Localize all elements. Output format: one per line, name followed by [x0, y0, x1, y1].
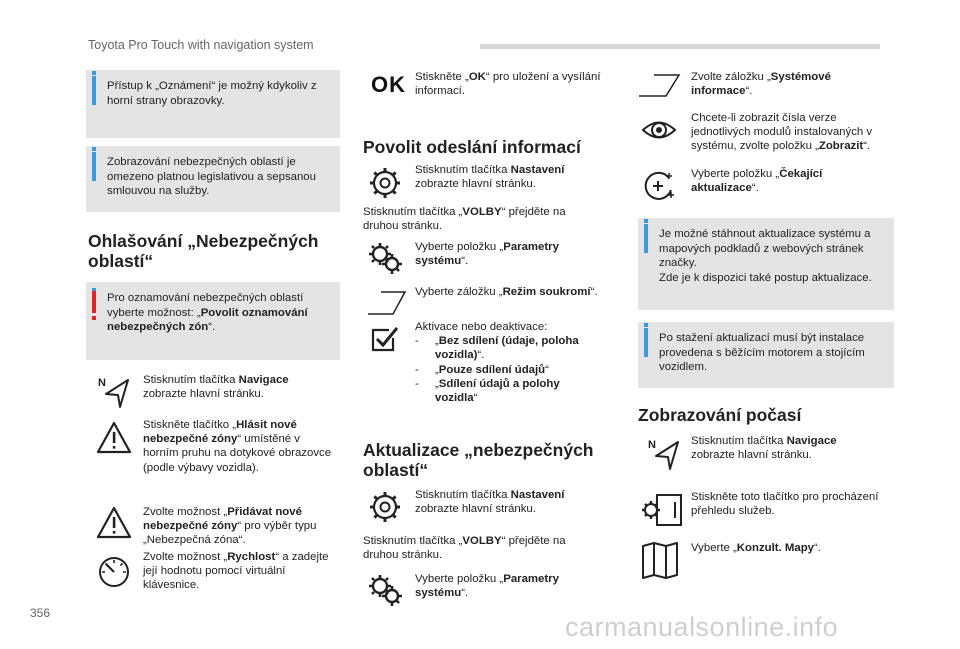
note-text: Zobrazování nebezpečných oblastí je omezeno platnou legislativou a sepsanou smlouvou na služby.	[107, 156, 316, 197]
system-parameters-icon	[367, 572, 403, 608]
step-privacy-mode	[415, 285, 615, 299]
speedometer-icon	[96, 553, 132, 589]
section-heading-danger-zones: Ohlašování „Nebezpečných oblastí“	[88, 231, 319, 271]
step-settings	[415, 163, 605, 191]
note-text: Je možné stáhnout aktualizace systému a mapových podkladů z webových stránek značky.	[659, 228, 871, 269]
svg-text:N: N	[98, 377, 106, 389]
info-mark	[92, 79, 96, 105]
step-text: Vyberte „	[691, 542, 737, 554]
step-text: “	[545, 363, 549, 376]
option-text	[435, 363, 605, 377]
map-icon	[641, 541, 679, 579]
step-system-info	[691, 70, 881, 98]
step-text: “	[473, 392, 478, 405]
note-enable-danger-zones	[86, 282, 340, 360]
note-install-updates	[638, 322, 894, 388]
note-text: Přístup k „Oznámení“ je možný kdykoliv z horní strany obrazovky.	[107, 80, 317, 107]
step-system-parameters	[415, 240, 605, 268]
warning-triangle-icon	[96, 505, 132, 541]
step-text: Vyberte položku „	[415, 241, 504, 253]
step-text: Stisknutím tlačítka	[415, 164, 511, 176]
note-text: Po stažení aktualizací musí být instalace provedena s běžícím motorem a stojícím vozidlem.	[659, 332, 865, 373]
step-bold: Konzult. Mapy	[736, 542, 814, 554]
page-number: 356	[30, 606, 51, 620]
tab-icon	[367, 284, 407, 320]
step-text: “ umístěné v horním pruhu na dotykové obrazovce (podle výbavy vozidla).	[143, 433, 332, 474]
step-text: zobrazte hlavní stránku.	[143, 388, 264, 401]
step-bold: VOLBY	[462, 535, 502, 547]
step-settings-2	[415, 488, 605, 516]
section-heading-allow-sending: Povolit odeslání informací	[363, 137, 581, 157]
step-bold: Systémové informace	[691, 71, 831, 98]
pending-updates-icon	[641, 168, 677, 204]
note-notifications	[86, 70, 340, 138]
eye-icon	[641, 112, 677, 148]
step-text: Vyberte položku „	[415, 573, 504, 585]
section-heading-weather: Zobrazování počasí	[638, 405, 802, 425]
info-mark	[92, 155, 96, 181]
step-text: Vyberte položku „	[691, 168, 780, 180]
step-bold: VOLBY	[462, 206, 502, 218]
step-text: “.	[461, 255, 469, 268]
step-text: “.	[863, 140, 871, 153]
step-text: Stisknutím tlačítka „	[363, 535, 463, 547]
note-text: “.	[208, 321, 216, 333]
step-text: Chcete-li zobrazit čísla verze jednotlivých modulů instalovaných v systému, zvolte položku „	[691, 112, 873, 153]
step-bold: Parametry systému	[415, 241, 559, 268]
step-bold: Nastavení	[510, 164, 565, 176]
info-mark	[644, 331, 648, 357]
step-text: Stisknutím tlačítka „	[363, 206, 463, 218]
dash: -	[415, 377, 419, 390]
step-consult-maps	[691, 541, 881, 555]
step-options	[363, 205, 603, 233]
dash: -	[415, 363, 419, 376]
step-bold: Hlásit nové nebezpečné zóny	[143, 419, 297, 446]
step-bold: Režim soukromí	[502, 286, 591, 298]
step-bold: Sdílení údajů a polohy vozidla	[435, 377, 560, 405]
step-show-versions	[691, 111, 881, 154]
header-bar	[480, 44, 880, 49]
step-text: “.	[461, 587, 469, 600]
step-bold: Přidávat nové nebezpečné zóny	[143, 506, 302, 533]
note-legislation	[86, 146, 340, 212]
step-ok	[415, 70, 615, 98]
step-system-parameters-2	[415, 572, 605, 600]
warning-triangle-icon	[96, 420, 132, 456]
note-text: Zde je k dispozici také postup aktualizace.	[659, 271, 872, 284]
settings-gear-icon	[367, 489, 403, 525]
step-text: Zvolte možnost „	[143, 551, 228, 563]
step-text: zobrazte hlavní stránku.	[691, 449, 812, 462]
step-text: Stiskněte „	[415, 71, 469, 83]
note-download-updates	[638, 218, 894, 310]
checkbox-icon	[367, 320, 403, 356]
navigation-icon	[646, 436, 682, 472]
note-text: Pro oznamování nebezpečných oblastí vyberte možnost: „	[107, 292, 304, 319]
step-text: Aktivace nebo deaktivace:	[415, 321, 548, 333]
step-text: Stisknutím tlačítka	[691, 435, 787, 447]
step-text: “ přejděte na druhou stránku.	[363, 206, 566, 233]
option-item	[415, 363, 605, 377]
step-text: „	[435, 377, 439, 390]
step-bold: Navigace	[786, 435, 837, 447]
step-bold: Parametry systému	[415, 573, 559, 600]
section-heading-update-zones: Aktualizace „nebezpečných oblastí“	[363, 440, 594, 480]
settings-gear-icon	[367, 165, 403, 201]
step-navigation-weather	[691, 434, 881, 462]
step-text: “ pro uložení a vysílání informací.	[415, 71, 601, 98]
navigation-icon	[96, 374, 132, 410]
step-services	[691, 490, 881, 518]
info-mark	[644, 227, 648, 253]
services-icon	[641, 492, 683, 528]
step-bold: Bez sdílení (údaje, poloha vozidla)	[435, 335, 579, 362]
option-text	[435, 377, 605, 405]
step-text: “.	[477, 349, 485, 362]
step-text: Stisknutím tlačítka	[415, 489, 511, 501]
option-item	[415, 377, 605, 405]
step-text: “.	[751, 182, 759, 195]
step-text: Stiskněte tlačítko „	[143, 419, 237, 431]
option-text	[435, 334, 605, 362]
step-bold: Pouze sdílení údajů	[438, 363, 546, 376]
step-text: zobrazte hlavní stránku.	[415, 178, 536, 191]
step-bold: Nastavení	[510, 489, 565, 501]
step-navigation	[143, 373, 333, 401]
option-item	[415, 334, 605, 362]
svg-text:N: N	[648, 439, 656, 451]
footer-watermark: carmanualsonline.info	[565, 612, 839, 642]
tab-icon	[638, 70, 682, 106]
step-text: “ přejděte na druhou stránku.	[363, 535, 566, 562]
step-text: Zvolte možnost „	[143, 506, 228, 518]
step-bold: Zobrazit	[818, 140, 864, 153]
step-text: “.	[590, 286, 598, 298]
step-text: “.	[745, 85, 753, 98]
step-text: zobrazte hlavní stránku.	[415, 503, 536, 516]
step-text: Zvolte záložku „	[691, 71, 771, 83]
step-text: “ a zadejte její hodnotu pomocí virtuální klávesnice.	[143, 551, 329, 592]
step-text: „	[435, 335, 439, 348]
step-text: „	[435, 363, 439, 376]
step-bold: Čekající aktualizace	[691, 168, 823, 195]
step-text: Stisknutím tlačítka	[143, 374, 239, 386]
step-bold: Rychlost	[227, 551, 276, 563]
step-add-new-zones	[143, 505, 333, 548]
warning-mark	[92, 291, 96, 313]
step-speed	[143, 550, 333, 593]
step-text: “ pro výběr typu „Nebezpečná zóna“.	[143, 520, 317, 547]
ok-icon: OK	[371, 72, 406, 97]
step-text: Stiskněte toto tlačítko pro procházení přehledu služeb.	[691, 491, 879, 518]
step-text: Vyberte záložku „	[415, 286, 503, 298]
step-text: “.	[814, 542, 821, 554]
header-title: Toyota Pro Touch with navigation system	[88, 38, 314, 52]
step-bold: Navigace	[238, 374, 289, 386]
step-pending-updates	[691, 167, 881, 195]
dash: -	[415, 335, 419, 348]
step-bold: OK	[468, 71, 486, 83]
step-options-2	[363, 534, 603, 562]
system-parameters-icon	[367, 240, 403, 276]
step-report-new-zones	[143, 418, 333, 475]
step-toggle	[415, 320, 605, 405]
note-bold: Povolit oznamování nebezpečných zón	[107, 306, 308, 333]
